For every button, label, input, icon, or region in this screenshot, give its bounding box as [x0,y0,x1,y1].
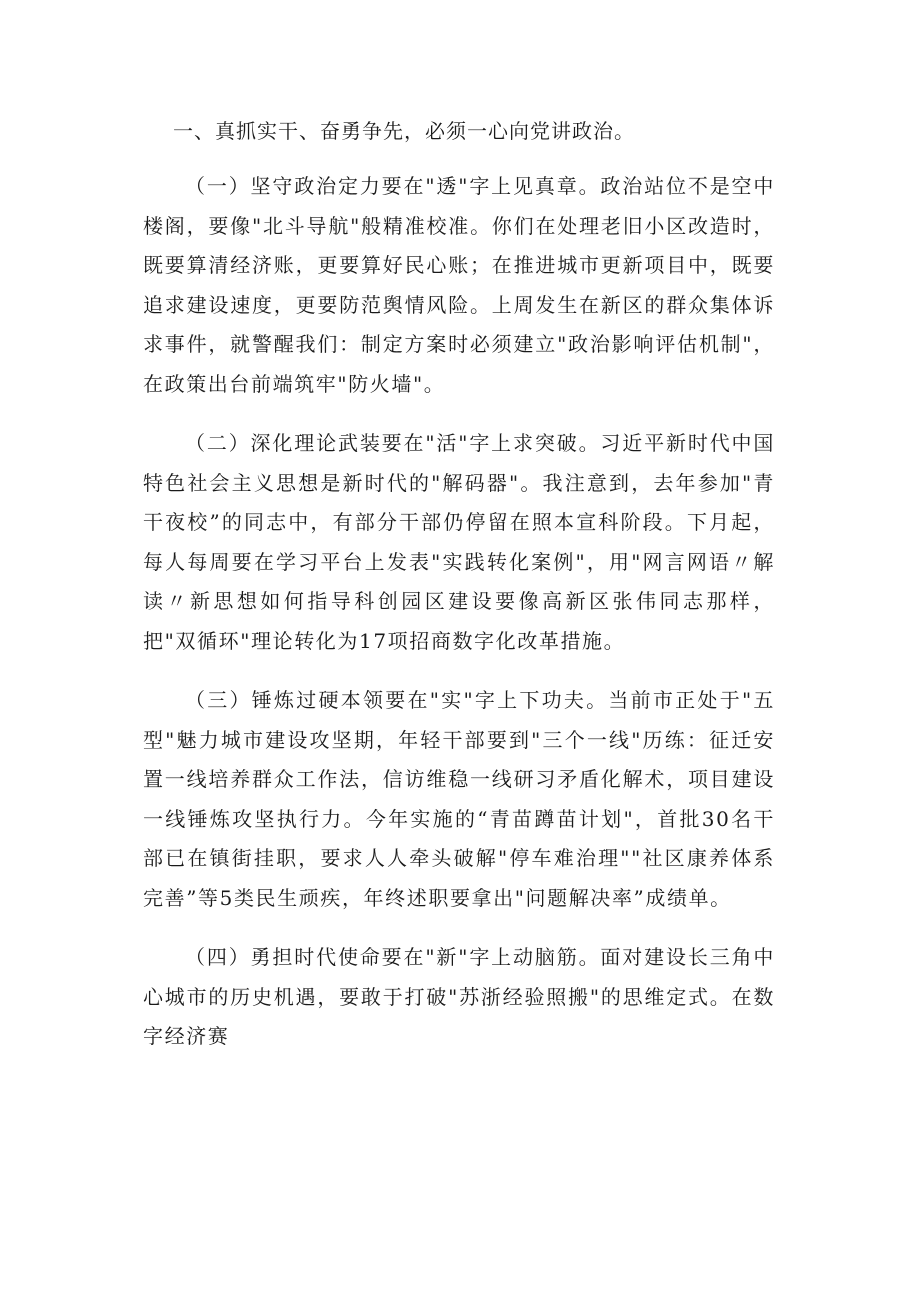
document-body [143,116,775,1057]
section-heading: 一、真抓实干、奋勇争先，必须一心向党讲政治。 [173,119,635,143]
paragraph-1: （一）坚守政治定力要在"透"字上见真章。政治站位不是空中楼阁，要像"北斗导航"般精准校准。你们在处理老旧小区改造时，既要算清经济账，更要算好民心账；在推进城市更新项目中，既要追求建设速度，更要防范舆情风险。上周发生在新区的群众集体诉求事件，就警醒我们：制定方案时必须建立"政治影响评估机制"，在政策出台前端筑牢"防火墙"。 [143,174,775,396]
paragraph-3: （三）锤炼过硬本领要在"实"字上下功夫。当前市正处于"五型"魅力城市建设攻坚期，年轻干部要到"三个一线"历练：征迁安置一线培养群众工作法，信访维稳一线研习矛盾化解术，项目建设一线锤炼攻坚执行力。今年实施的“青苗蹲苗计划"，首批30名干部已在镇街挂职，要求人人牵头破解"停车难治理""社区康养体系完善”等5类民生顽疾，年终述职要拿出"问题解决率”成绩单。 [143,688,775,910]
paragraph-4: （四）勇担时代使命要在"新"字上动脑筋。面对建设长三角中心城市的历史机遇，要敢于打破"苏浙经验照搬"的思维定式。在数字经济赛 [143,945,775,1048]
paragraph-2: （二）深化理论武装要在"活"字上求突破。习近平新时代中国特色社会主义思想是新时代的"解码器"。我注意到，去年参加"青干夜校”的同志中，有部分干部仍停留在照本宣科阶段。下月起，每人每周要在学习平台上发表"实践转化案例"，用"网言网语〃解读〃新思想如何指导科创园区建设要像高新区张伟同志那样，把"双循环"理论转化为17项招商数字化改革措施。 [143,431,775,653]
